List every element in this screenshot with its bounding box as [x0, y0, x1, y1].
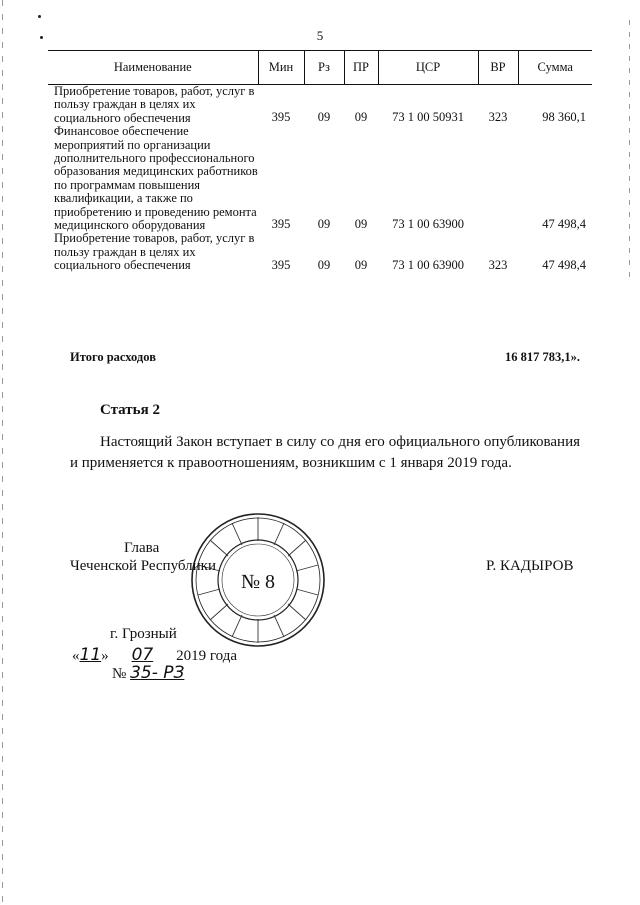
scan-edge-left — [2, 0, 3, 905]
page-number: 5 — [316, 28, 324, 43]
table-header-row — [48, 51, 592, 85]
row-vr: 323 — [488, 257, 508, 272]
row-min: 395 — [271, 217, 291, 232]
row-csr: 73 1 00 63900 — [392, 217, 464, 232]
row-rz: 09 — [317, 217, 331, 232]
scan-speck — [38, 15, 41, 18]
budget-table — [48, 50, 592, 273]
header-name: Наименование — [48, 51, 258, 85]
scan-speck — [40, 36, 43, 39]
table-row — [48, 85, 592, 126]
header-sum: Сумма — [518, 51, 592, 85]
date-day: 11 — [79, 645, 102, 665]
header-rz: Рз — [304, 51, 344, 85]
document-number — [112, 663, 184, 683]
article-text: Настоящий Закон вступает в силу со дня его официального опубликования и применяется к правоотношениям, возникшим с 1 января 2019 года. — [70, 434, 580, 471]
row-csr: 73 1 00 50931 — [392, 110, 464, 125]
row-pr: 09 — [354, 110, 368, 125]
city: г. Грозный — [110, 626, 177, 642]
row-rz: 09 — [317, 110, 331, 125]
row-vr: 323 — [488, 110, 508, 125]
table-row — [48, 125, 592, 232]
total-label: Итого расходов — [70, 350, 156, 364]
signing-date: «11» 07 2019 года — [72, 645, 238, 665]
row-name: Приобретение товаров, работ, услуг в пользу граждан в целях их социального обеспечения — [54, 231, 255, 273]
row-sum: 47 498,4 — [542, 217, 586, 232]
row-min: 395 — [271, 257, 291, 272]
row-name: Финансовое обеспечение мероприятий по организации дополнительного профессионального образования медицинских работников по программам повышения квалификации, а также по приобретению и проведению ремонта медицинского оборудования — [54, 124, 258, 233]
row-sum: 98 360,1 — [542, 110, 586, 125]
article-title: Статья 2 — [100, 402, 160, 418]
table-row — [48, 232, 592, 272]
scan-edge-right — [629, 20, 630, 280]
signatory-region: Чеченской Республики — [70, 558, 216, 574]
row-sum: 47 498,4 — [542, 257, 586, 272]
date-month: 07 — [131, 645, 154, 665]
total-value: 16 817 783,1». — [505, 350, 580, 364]
official-seal — [188, 510, 328, 650]
header-csr: ЦСР — [378, 51, 478, 85]
header-vr: ВР — [478, 51, 518, 85]
number-value: 35- РЗ — [130, 663, 185, 683]
row-name: Приобретение товаров, работ, услуг в пользу граждан в целях их социального обеспечения — [54, 84, 255, 125]
seal-label: № 8 — [240, 571, 276, 593]
signatory-title: Глава — [124, 540, 160, 556]
row-pr: 09 — [354, 257, 368, 272]
row-csr: 73 1 00 63900 — [392, 257, 464, 272]
header-min: Мин — [258, 51, 304, 85]
signatory-name: Р. КАДЫРОВ — [486, 558, 574, 574]
row-pr: 09 — [354, 217, 368, 232]
row-min: 395 — [271, 110, 291, 125]
row-rz: 09 — [317, 257, 331, 272]
date-year: 2019 года — [176, 648, 238, 664]
number-prefix: № — [112, 666, 127, 682]
header-pr: ПР — [344, 51, 378, 85]
row-vr — [478, 125, 518, 232]
